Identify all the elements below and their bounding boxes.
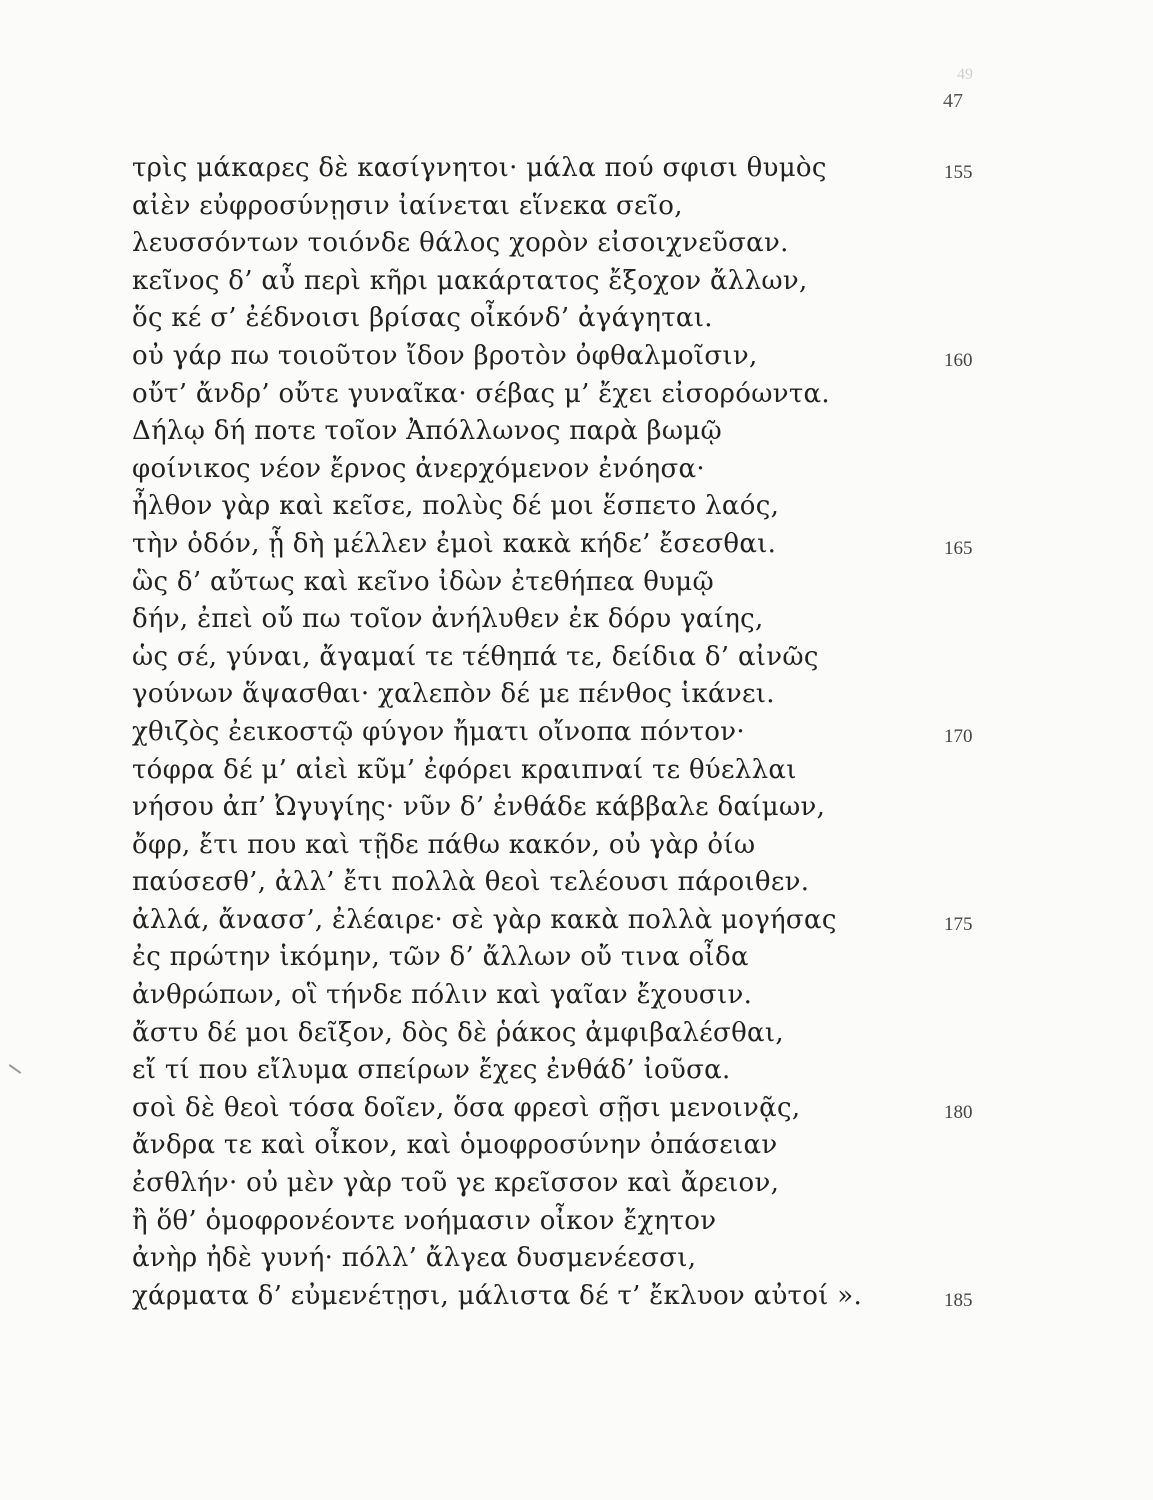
verse-line [132,1278,1032,1316]
verse-line [132,300,1032,338]
verse-line [132,1127,1032,1165]
verse-text: ἀνθρώπων, οἳ τήνδε πόλιν καὶ γαῖαν ἔχουσιν. [132,980,753,1011]
verse-text: αἰὲν εὐφροσύνῃσιν ἰαίνεται εἵνεκα σεῖο, [132,190,683,221]
verse-line [132,150,1032,188]
verse-line [132,263,1032,301]
verse-text: φοίνικος νέον ἔρνος ἀνερχόμενον ἐνόησα· [132,453,705,484]
verse-line [132,714,1032,752]
verse-line [132,1240,1032,1278]
verse-block [132,150,1032,1315]
verse-line [132,376,1032,414]
verse-line [132,564,1032,602]
verse-line [132,752,1032,790]
line-number: 160 [944,349,973,371]
verse-text: τόφρα δέ μ’ αἰεὶ κῦμ’ ἐφόρει κραιπναί τε θύελλαι [132,754,797,785]
verse-text: ὅς κέ σ’ ἐέδνοισι βρίσας οἶκόνδ’ ἀγάγηται. [132,303,713,334]
verse-line [132,1015,1032,1053]
verse-text: ὄφρ, ἔτι που καὶ τῇδε πάθω κακόν, οὐ γὰρ ὀίω [132,829,756,860]
verse-text: παύσεσθ’, ἀλλ’ ἔτι πολλὰ θεοὶ τελέουσι πάροιθεν. [132,867,810,898]
line-number: 180 [944,1101,973,1123]
verse-line [132,1052,1032,1090]
verse-text: οὐ γάρ πω τοιοῦτον ἴδον βροτὸν ὀφθαλμοῖσιν, [132,340,758,371]
verse-text: ἀλλά, ἄνασσ’, ἐλέαιρε· σὲ γὰρ κακὰ πολλὰ μογήσας [132,904,837,935]
verse-text: ὣς δ’ αὔτως καὶ κεῖνο ἰδὼν ἐτεθήπεα θυμῷ [132,566,714,597]
verse-line [132,902,1032,940]
verse-line [132,676,1032,714]
verse-line [132,601,1032,639]
line-number: 185 [944,1289,973,1311]
faint-page-mark: 49 [957,66,973,83]
verse-text: ἢ ὅθ’ ὁμοφρονέοντε νοήμασιν οἶκον ἔχητον [132,1205,717,1236]
verse-text: ἄστυ δέ μοι δεῖξον, δὸς δὲ ῥάκος ἀμφιβαλέσθαι, [132,1017,784,1048]
verse-text: κεῖνος δ’ αὖ περὶ κῆρι μακάρτατος ἔξοχον ἄλλων, [132,265,808,296]
page-number: 47 [943,90,963,112]
verse-text: ὡς σέ, γύναι, ἄγαμαί τε τέθηπά τε, δείδια δ’ αἰνῶς [132,641,819,672]
verse-line [132,789,1032,827]
verse-text: ἐσθλήν· οὐ μὲν γὰρ τοῦ γε κρεῖσσον καὶ ἄρειον, [132,1168,780,1199]
verse-text: τὴν ὁδόν, ᾗ δὴ μέλλεν ἐμοὶ κακὰ κήδε’ ἔσεσθαι. [132,528,777,559]
verse-text: ἦλθον γὰρ καὶ κεῖσε, πολὺς δέ μοι ἕσπετο λαός, [132,491,780,522]
line-number: 170 [944,725,973,747]
verse-line [132,451,1032,489]
verse-text: ἐς πρώτην ἱκόμην, τῶν δ’ ἄλλων οὔ τινα οἶδα [132,942,749,973]
verse-text: χθιζὸς ἐεικοστῷ φύγον ἤματι οἴνοπα πόντον· [132,716,745,747]
verse-text: εἴ τί που εἴλυμα σπείρων ἔχες ἐνθάδ’ ἰοῦσα. [132,1055,731,1086]
line-number: 175 [944,913,973,935]
verse-text: σοὶ δὲ θεοὶ τόσα δοῖεν, ὅσα φρεσὶ σῇσι μενοινᾷς, [132,1092,801,1123]
verse-line [132,827,1032,865]
verse-line [132,1090,1032,1128]
margin-mark [9,1064,22,1074]
verse-text: Δήλῳ δή ποτε τοῖον Ἀπόλλωνος παρὰ βωμῷ [132,416,723,447]
verse-text: χάρματα δ’ εὐμενέτῃσι, μάλιστα δέ τ’ ἔκλυον αὐτοί ». [132,1280,863,1311]
verse-line [132,188,1032,226]
verse-text: δήν, ἐπεὶ οὔ πω τοῖον ἀνήλυθεν ἐκ δόρυ γαίης, [132,604,764,635]
verse-text: γούνων ἅψασθαι· χαλεπὸν δέ με πένθος ἱκάνει. [132,679,775,710]
verse-text: οὔτ’ ἄνδρ’ οὔτε γυναῖκα· σέβας μ’ ἔχει εἰσορόωντα. [132,378,830,409]
verse-text: νήσου ἀπ’ Ὠγυγίης· νῦν δ’ ἐνθάδε κάββαλε δαίμων, [132,792,826,823]
verse-line [132,977,1032,1015]
verse-text: ἀνὴρ ἠδὲ γυνή· πόλλ’ ἄλγεα δυσμενέεσσι, [132,1243,697,1274]
line-number: 165 [944,537,973,559]
verse-line [132,526,1032,564]
verse-line [132,864,1032,902]
line-number: 155 [944,162,973,183]
verse-line [132,338,1032,376]
verse-text: λευσσόντων τοιόνδε θάλος χορὸν εἰσοιχνεῦσαν. [132,228,789,259]
verse-line [132,939,1032,977]
verse-text: ἄνδρα τε καὶ οἶκον, καὶ ὁμοφροσύνην ὀπάσειαν [132,1130,778,1161]
verse-text: τρὶς μάκαρες δὲ κασίγνητοι· μάλα πού σφισι θυμὸς [132,153,827,183]
verse-line [132,413,1032,451]
verse-line [132,1203,1032,1241]
verse-line [132,639,1032,677]
verse-line [132,225,1032,263]
verse-line [132,488,1032,526]
verse-line [132,1165,1032,1203]
